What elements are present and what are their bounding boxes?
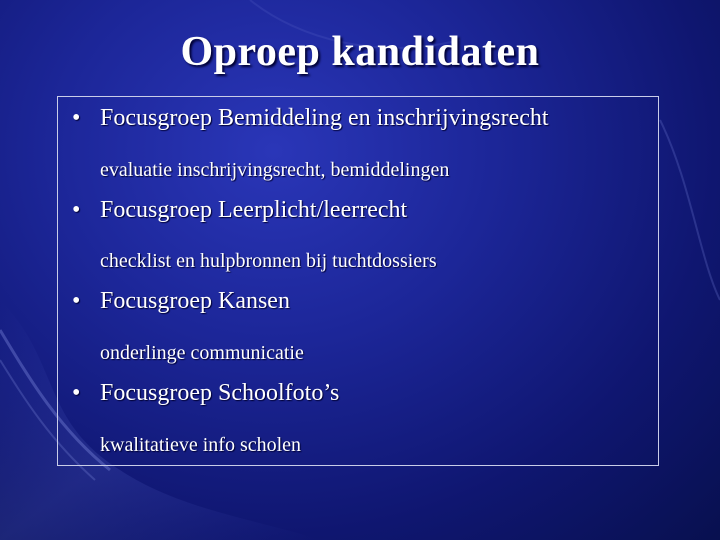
slide-title: Oproep kandidaten bbox=[180, 29, 540, 75]
heading-text: Focusgroep Leerplicht/leerrecht bbox=[100, 197, 408, 223]
bullet-icon: • bbox=[72, 197, 81, 223]
detail-text: checklist en hulpbronnen bij tuchtdossiers bbox=[100, 250, 437, 272]
content-box bbox=[57, 96, 659, 466]
heading-text: Focusgroep Kansen bbox=[100, 288, 290, 314]
detail-text: kwalitatieve info scholen bbox=[100, 434, 302, 456]
bullet-heading bbox=[72, 197, 407, 224]
bullet-icon: • bbox=[72, 105, 81, 131]
heading-text: Focusgroep Schoolfoto’s bbox=[100, 380, 340, 406]
detail-text: evaluatie inschrijvingsrecht, bemiddelingen bbox=[100, 159, 450, 181]
detail-text: onderlinge communicatie bbox=[100, 342, 304, 364]
bullet-heading bbox=[72, 380, 339, 407]
bullet-icon: • bbox=[72, 288, 81, 314]
bullet-heading bbox=[72, 105, 549, 132]
bullet-heading bbox=[72, 288, 290, 315]
bullet-icon: • bbox=[72, 380, 81, 406]
heading-text: Focusgroep Bemiddeling en inschrijvingsrecht bbox=[100, 105, 549, 131]
